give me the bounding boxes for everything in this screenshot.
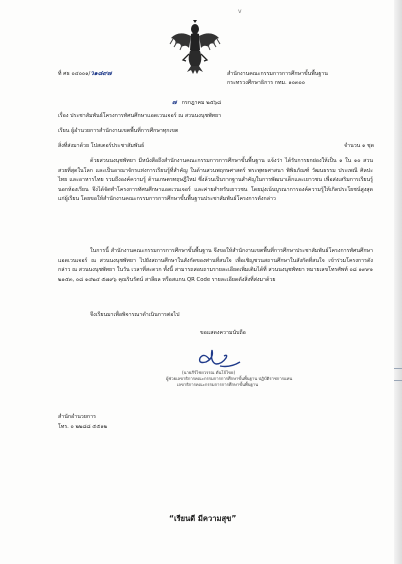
body-paragraph-3: จึงเรียนมาเพื่อพิจารณาดำเนินการต่อไป [90, 312, 180, 318]
body-paragraph-1: ด้วยสวนนงนุชพัทยา มีหนังสือถึงสำนักงานคณะกรรมการการศึกษาขั้นพื้นฐาน แจ้งว่า ได้รับการยกย่องให้เป็น ๑ ใน ๑๐ สวนสวยที่สุดในโลก และเป็นอาณาจักรแห่งการเรียนรู้ที่สำคัญ ในด้านสวนพฤกษศาสตร์ พระพุทธศาสนา พิพิธภัณฑ์ วัฒนธรรม ประเพณี ศิลปะไทย และอาหารไทย รวมถึงองค์ความรู้ ด้านเกษตรทฤษฎีใหม่ ซึ่งล้วนเป็นรากฐานสำคัญในการพัฒนาเด็กและเยาวชน เพื่อส่งเสริมการเรียนรู้นอกห้องเรียน จึงได้จัดทำโครงการทัศนศึกษาแอดเวนเจอร์ และค่ายสำหรับเยาวชน โดยมุ่งเน้นบูรณาการองค์ความรู้ให้เกิดประโยชน์สูงสุดแก่ผู้เรียน โดยขอให้สำนักงานคณะกรรมการการศึกษาขั้นพื้นฐานประชาสัมพันธ์โครงการดังกล่าว [58, 158, 373, 203]
agency-name: สำนักงานคณะกรรมการการศึกษาขั้นพื้นฐาน [227, 71, 328, 77]
contact-office: สำนักอำนวยการ [58, 414, 96, 420]
page-tab-marker [394, 380, 402, 391]
reference-number: ที่ ศธ ๐๔๐๐๑/ว๑๘๙๗ [58, 70, 112, 77]
document-date: ๗ กรกฎาคม ๒๕๖๘ [172, 99, 222, 106]
page-tab-marker [394, 368, 402, 379]
addressee-line: เรียน ผู้อำนวยการสำนักงานเขตพื้นที่การศึกษาทุกเขต [58, 128, 179, 134]
body-paragraph-2: ในการนี้ สำนักงานคณะกรรมการการศึกษาขั้นพื้นฐาน จึงขอให้สำนักงานเขตพื้นที่การศึกษาประชาสัมพันธ์โครงการทัศนศึกษาแอดเวนเจอร์ ณ สวนนงนุชพัทยา ไปยังสถานศึกษาในสังกัดของท่านที่สนใจ เพื่อเชิญชวนสถานศึกษาในสังกัดที่สนใจ เข้าร่วมโครงการดังกล่าว ณ สวนนงนุชพัทยา ในวัน เวลาที่สะดวก ทั้งนี้ สามารถสอบถามรายละเอียดเพิ่มเติมได้ที่ สวนนงนุชพัทยา หมายเลขโทรศัพท์ ๐๘ ๑๙๙๑ ๒๑๕๓, ๐๘ ๑๔๒๔ ๕๗๙๖ คุณรินรัตน์ สาลีผล หรือสแกน QR Code รายละเอียดดังสิ่งที่ส่งมาด้วย [58, 248, 373, 283]
handwritten-day: ๗ [172, 99, 177, 106]
garuda-emblem-icon [169, 20, 221, 74]
footer-slogan: “เรียนดี มีความสุข” [169, 514, 237, 523]
attachment-line: สิ่งที่ส่งมาด้วย โปสเตอร์ประชาสัมพันธ์ [58, 143, 145, 149]
handwritten-ref-number: ว๑๘๙๗ [90, 70, 112, 77]
contact-phone: โทร. ๐ ๒๒๘๘ ๕๕๑๒ [58, 424, 108, 430]
signature-image [190, 348, 244, 370]
signer-name: (นายภีร์ไชยวรรณ ตันโจ้ไขย) [182, 370, 236, 375]
signer-title-2: เลขาธิการคณะกรรมการการศึกษาขั้นพื้นฐาน [177, 382, 259, 387]
agency-address: กระทรวงศึกษาธิการ กทม. ๑๐๓๐๐ [227, 80, 306, 86]
scan-mark: ⅴ [238, 8, 242, 15]
page-edge [394, 0, 402, 564]
attachment-count: จำนวน ๑ ชุด [344, 143, 375, 149]
signer-title: ผู้ช่วยเลขาธิการคณะกรรมการการศึกษาขั้นพื้นฐาน ปฏิบัติราชการแทน [166, 376, 293, 381]
closing-phrase: ขอแสดงความนับถือ [200, 330, 246, 336]
subject-line: เรื่อง ประชาสัมพันธ์โครงการทัศนศึกษาแอดเวนเจอร์ ณ สวนนงนุชพัทยา [58, 113, 222, 119]
